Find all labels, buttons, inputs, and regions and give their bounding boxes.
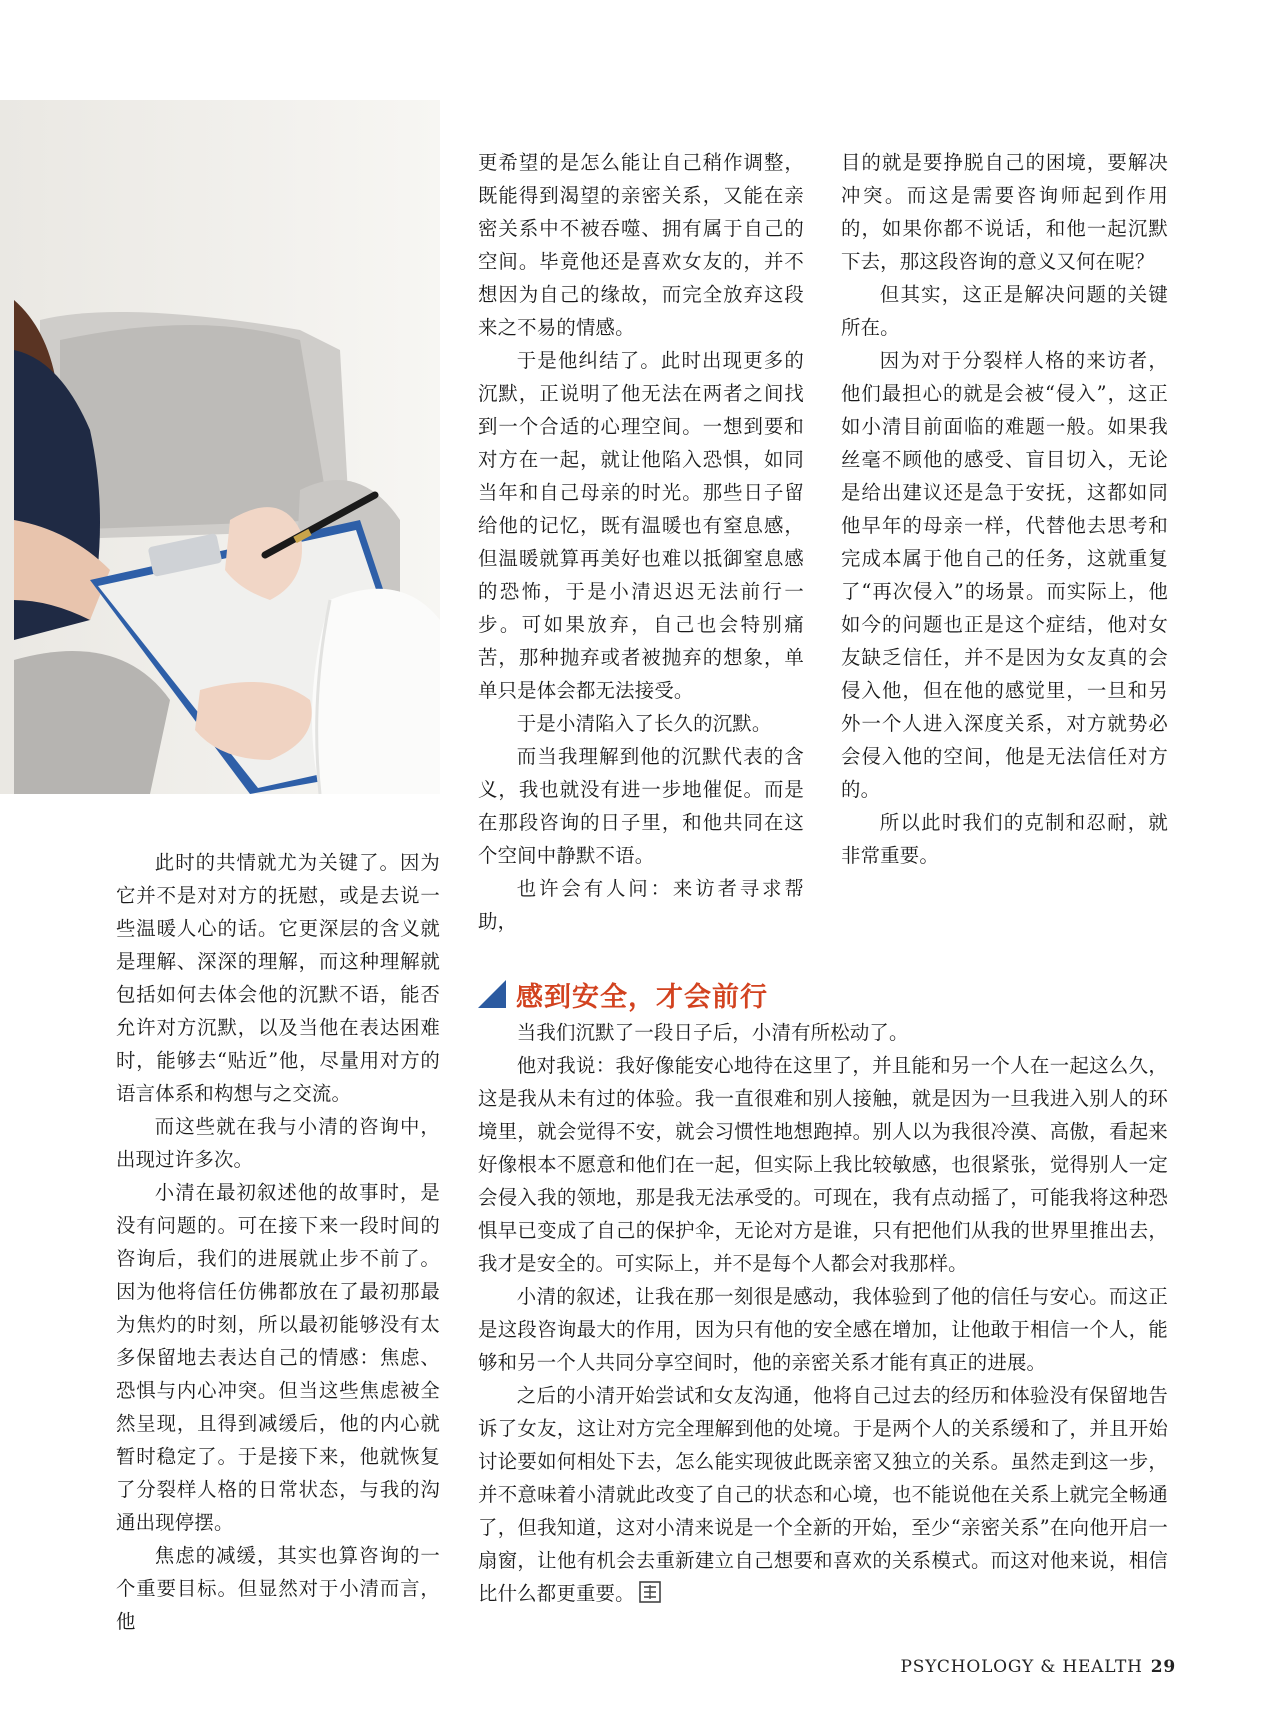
page-footer	[901, 1657, 1177, 1677]
paragraph	[478, 1379, 1168, 1610]
paragraph: 而当我理解到他的沉默代表的含义，我也就没有进一步地催促。而是在那段咨询的日子里，和他共同在这个空间中静默不语。	[478, 745, 804, 867]
paragraph: 小清在最初叙述他的故事时，是没有问题的。可在接下来一段时间的咨询后，我们的进展就止步不前了。因为他将信任仿佛都放在了最初那最为焦灼的时刻，所以最初能够没有太多保留地去表达自己的情感：焦虑、恐惧与内心冲突。但当这些焦虑被全然呈现，且得到减缓后，他的内心就暂时稳定了。于是接下来，他就恢复了分裂样人格的日常状态，与我的沟通出现停摆。	[116, 1181, 440, 1534]
section-heading	[478, 974, 768, 1014]
paragraph: 因为对于分裂样人格的来访者，他们最担心的就是会被“侵入”，这正如小清目前面临的难题一般。如果我丝毫不顾他的感受、盲目切入，无论是给出建议还是急于安抚，这都如同他早年的母亲一样，代替他去思考和完成本属于他自己的任务，这就重复了“再次侵入”的场景。而实际上，他如今的问题也正是这个症结，他对女友缺乏信任，并不是因为女友真的会侵入他，但在他的感觉里，一旦和另外一个人进入深度关系，对方就势必会侵入他的空间，他是无法信任对方的。	[841, 349, 1168, 801]
paragraph-text: 之后的小清开始尝试和女友沟通，他将自己过去的经历和体验没有保留地告诉了女友，这让对方完全理解到他的处境。于是两个人的关系缓和了，并且开始讨论要如何相处下去，怎么能实现彼此既亲密又独立的关系。虽然走到这一步，并不意味着小清就此改变了自己的状态和心境，也不能说他在关系上就完全畅通了，但我知道，这对小清来说是一个全新的开始，至少“亲密关系”在向他开启一扇窗，让他有机会去重新建立自己想要和喜欢的关系模式。而这对他来说，相信比什么都更重要。	[478, 1384, 1168, 1605]
paragraph-continued: 目的就是要挣脱自己的困境，要解决冲突。而这是需要咨询师起到作用的，如果你都不说话，和他一起沉默下去，那这段咨询的意义又何在呢？	[841, 151, 1168, 273]
middle-column	[478, 146, 804, 938]
left-column	[116, 846, 440, 1638]
paragraph: 当我们沉默了一段日子后，小清有所松动了。	[516, 1021, 909, 1044]
paragraph-continued: 更希望的是怎么能让自己稍作调整，既能得到渴望的亲密关系，又能在亲密关系中不被吞噬、拥有属于自己的空间。毕竟他还是喜欢女友的，并不想因为自己的缘故，而完全放弃这段来之不易的情感。	[478, 151, 804, 339]
paragraph: 于是他纠结了。此时出现更多的沉默，正说明了他无法在两者之间找到一个合适的心理空间。一想到要和对方在一起，就让他陷入恐惧，如同当年和自己母亲的时光。那些日子留给他的记忆，既有温暖也有窒息感，但温暖就算再美好也难以抵御窒息感的恐怖，于是小清迟迟无法前行一步。可如果放弃，自己也会特别痛苦，那种抛弃或者被抛弃的想象，单单只是体会都无法接受。	[478, 349, 804, 702]
paragraph: 小清的叙述，让我在那一刻很是感动，我体验到了他的信任与安心。而这正是这段咨询最大的作用，因为只有他的安全感在增加，让他敢于相信一个人，能够和另一个人共同分享空间时，他的亲密关系才能有真正的进展。	[478, 1285, 1168, 1374]
section-body	[478, 1016, 1168, 1610]
paragraph: 于是小清陷入了长久的沉默。	[516, 712, 772, 735]
paragraph: 此时的共情就尤为关键了。因为它并不是对对方的抚慰，或是去说一些温暖人心的话。它更深层的含义就是理解、深深的理解，而这种理解就包括如何去体会他的沉默不语，能否允许对方沉默，以及当他在表达困难时，能够去“贴近”他，尽量用对方的语言体系和构想与之交流。	[116, 851, 440, 1105]
right-column	[841, 146, 1168, 872]
paragraph: 焦虑的减缓，其实也算咨询的一个重要目标。但显然对于小清而言，他	[116, 1544, 440, 1633]
counseling-session-photo	[0, 100, 440, 794]
end-mark-seal-icon	[639, 1581, 661, 1603]
section-title: 感到安全，才会前行	[516, 981, 768, 1013]
paragraph: 但其实，这正是解决问题的关键所在。	[841, 283, 1168, 339]
page-number: 29	[1150, 1657, 1176, 1677]
magazine-name: PSYCHOLOGY & HEALTH	[900, 1657, 1143, 1677]
triangle-marker-icon	[478, 980, 506, 1008]
paragraph: 也许会有人问：来访者寻求帮助，	[478, 877, 804, 933]
paragraph: 所以此时我们的克制和忍耐，就非常重要。	[841, 811, 1168, 867]
paragraph: 而这些就在我与小清的咨询中，出现过许多次。	[116, 1115, 440, 1171]
paragraph: 他对我说：我好像能安心地待在这里了，并且能和另一个人在一起这么久，这是我从未有过的体验。我一直很难和别人接触，就是因为一旦我进入别人的环境里，就会觉得不安，就会习惯性地想跑掉。别人以为我很冷漠、高傲，看起来好像根本不愿意和他们在一起，但实际上我比较敏感，也很紧张，觉得别人一定会侵入我的领地，那是我无法承受的。可现在，我有点动摇了，可能我将这种恐惧早已变成了自己的保护伞，无论对方是谁，只有把他们从我的世界里推出去，我才是安全的。可实际上，并不是每个人都会对我那样。	[478, 1054, 1168, 1275]
